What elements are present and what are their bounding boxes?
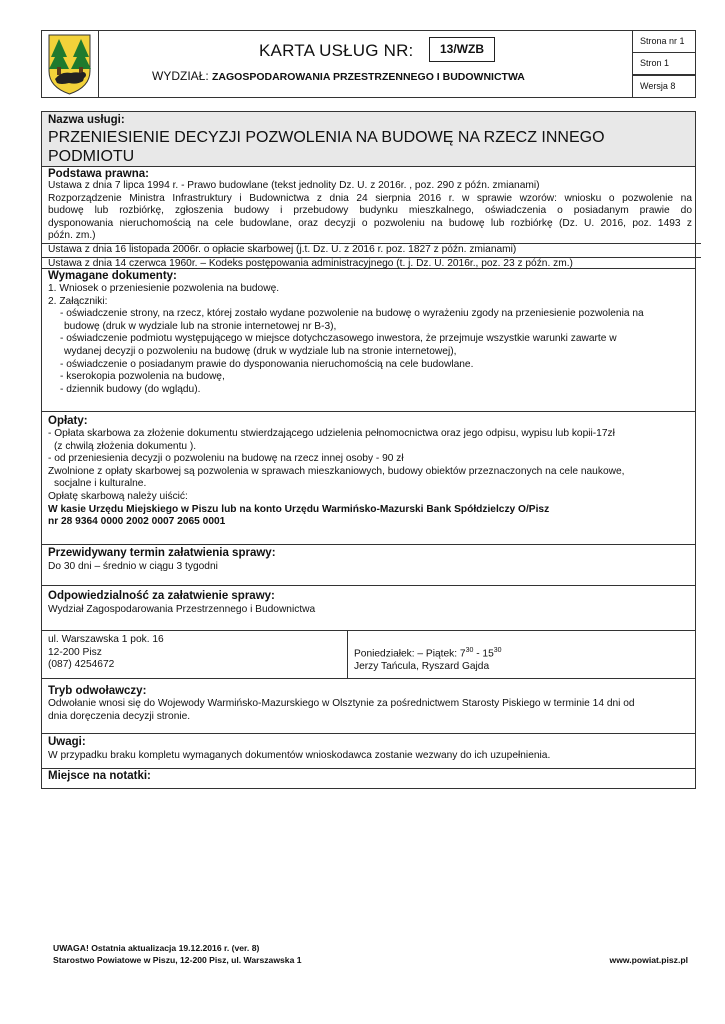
wymagane-label: Wymagane dokumenty: bbox=[48, 270, 177, 282]
stron-count: Stron 1 bbox=[632, 52, 696, 75]
section-termin bbox=[42, 545, 695, 586]
kontakt-divider bbox=[347, 631, 348, 679]
uwagi-label: Uwagi: bbox=[48, 736, 86, 748]
section-nazwa bbox=[42, 112, 695, 167]
kontakt-address bbox=[48, 634, 164, 672]
oplaty-line: Opłatę skarbową należy uiścić: bbox=[48, 490, 188, 502]
hours-sup1: 30 bbox=[465, 647, 474, 654]
logo-cell bbox=[41, 30, 99, 98]
strona-nr: Strona nr 1 bbox=[632, 30, 696, 53]
hours-mid: - 15 bbox=[473, 648, 494, 660]
service-name-line2: PODMIOTU bbox=[48, 148, 135, 165]
footer-website[interactable]: www.powiat.pisz.pl bbox=[609, 955, 688, 965]
service-name bbox=[48, 128, 605, 166]
odpowiedzialnosc-label: Odpowiedzialność za załatwienie sprawy: bbox=[48, 590, 275, 602]
wersja: Wersja 8 bbox=[632, 75, 696, 98]
odpowiedzialnosc-text: Wydział Zagospodarowania Przestrzennego i Budownictwa bbox=[48, 604, 316, 615]
oplaty-bank: W kasie Urzędu Miejskiego w Piszu lub na konto Urzędu Warmińsko-Mazurski Bank Spółdzielczy O/Pisz bbox=[48, 503, 550, 515]
section-podstawa bbox=[42, 167, 695, 269]
section-odpowiedzialnosc bbox=[42, 586, 695, 631]
podstawa-line: późn. zm.) bbox=[48, 230, 96, 242]
podstawa-line: dysponowania nieruchomością na cele budowlane, oraz decyzji o pozwoleniu na budowę lub rozbiórkę (Dz. U. 2016, poz. 1493 z bbox=[48, 217, 692, 229]
section-notatki bbox=[42, 769, 695, 788]
wymagane-line: - oświadczenie strony, na rzecz, której zostało wydane pozwolenie na budowę o wyrażeniu zgody na przeniesienie pozwolenia na bbox=[60, 308, 644, 320]
termin-label: Przewidywany termin załatwienia sprawy: bbox=[48, 547, 276, 559]
address-line2: 12-200 Pisz bbox=[48, 646, 102, 658]
phone: (087) 4254672 bbox=[48, 659, 115, 671]
wydzial-line bbox=[152, 69, 525, 83]
coat-of-arms-logo bbox=[41, 31, 98, 97]
karta-number: 13/WZB bbox=[429, 37, 495, 62]
section-tryb bbox=[42, 679, 695, 734]
tryb-text bbox=[48, 698, 635, 723]
oplaty-line: - od przeniesienia decyzji o pozwoleniu na budowę na rzecz innej osoby - 90 zł bbox=[48, 453, 404, 465]
service-name-line1: PRZENIESIENIE DECYZJI POZWOLENIA NA BUDOWĘ NA RZECZ INNEGO bbox=[48, 129, 605, 146]
oplaty-line: - Opłata skarbowa za złożenie dokumentu stwierdzającego udzielenia pełnomocnictwa oraz jego odpisu, wypisu lub kopii-17zł bbox=[48, 428, 615, 439]
wymagane-line: 2. Załączniki: bbox=[48, 295, 108, 307]
termin-text: Do 30 dni – średnio w ciągu 3 tygodni bbox=[48, 561, 218, 572]
wymagane-line: 1. Wniosek o przeniesienie pozwolenia na budowę. bbox=[48, 283, 280, 294]
oplaty-line: Zwolnione z opłaty skarbowej są pozwolenia w sprawach mieszkaniowych, budowy obiektów przeznaczonych na cele naukowe, bbox=[48, 465, 625, 477]
address-line1: ul. Warszawska 1 pok. 16 bbox=[48, 634, 164, 645]
footer-update: UWAGA! Ostatnia aktualizacja 19.12.2016 r. (ver. 8) bbox=[53, 943, 260, 953]
podstawa-line: Ustawa z dnia 16 listopada 2006r. o opłacie skarbowej (j.t. Dz. U. z 2016 r. poz. 1827 z późn. zmianami) bbox=[42, 243, 701, 257]
wydzial-name: ZAGOSPODAROWANIA PRZESTRZENNEGO I BUDOWNICTWA bbox=[212, 71, 525, 83]
page-info bbox=[632, 30, 696, 98]
section-uwagi bbox=[42, 734, 695, 769]
oplaty-account: nr 28 9364 0000 2002 0007 2065 0001 bbox=[48, 516, 226, 528]
podstawa-text bbox=[48, 180, 692, 270]
kontakt-hours bbox=[354, 645, 502, 674]
section-wymagane bbox=[42, 269, 695, 412]
tryb-line1: Odwołanie wnosi się do Wojewody Warmińsko-Mazurskiego w Olsztynie za pośrednictwem Starosty Piskiego w terminie 14 dni od bbox=[48, 698, 635, 709]
main-table bbox=[41, 111, 696, 789]
contact-persons: Jerzy Tańcula, Ryszard Gajda bbox=[354, 660, 490, 672]
nazwa-label: Nazwa usługi: bbox=[48, 114, 125, 126]
podstawa-line: Rozporządzenie Ministra Infrastruktury i Budownictwa z dnia 24 sierpnia 2016 r. w sprawie wzorów: wniosku o pozwolenie na bbox=[48, 192, 692, 204]
hours-sup2: 30 bbox=[493, 647, 502, 654]
wymagane-line: - oświadczenie podmiotu występującego w miejsce dotychczasowego inwestora, że przejmuje wszystkie warunki zawarte w bbox=[60, 333, 617, 345]
notatki-label: Miejsce na notatki: bbox=[48, 770, 151, 782]
wymagane-text bbox=[48, 283, 692, 396]
tryb-line2: dnia doręczenia decyzji stronie. bbox=[48, 710, 191, 722]
podstawa-label: Podstawa prawna: bbox=[48, 168, 149, 180]
wydzial-prefix: WYDZIAŁ: bbox=[152, 69, 209, 83]
podstawa-line: Ustawa z dnia 14 czerwca 1960r. – Kodeks postępowania administracyjnego (t. j. Dz. U. 2016r., poz. 23 z późn. zm.) bbox=[42, 257, 701, 271]
uwagi-text: W przypadku braku kompletu wymaganych dokumentów wnioskodawca zostanie wezwany do ich uzupełnienia. bbox=[48, 750, 551, 761]
podstawa-line: budowę lub rozbiórkę, zgłoszenia budowy i przebudowy budynku mieszkalnego, oświadczenia o posiadanym prawie do bbox=[48, 205, 692, 217]
wymagane-line: - dziennik budowy (do wglądu). bbox=[60, 383, 201, 395]
wymagane-line: wydanej decyzji o pozwoleniu na budowę (druk w wydziale lub na stronie internetowej), bbox=[64, 345, 457, 357]
oplaty-line: (z chwilą złożenia dokumentu ). bbox=[54, 440, 197, 452]
wymagane-line: - kserokopia pozwolenia na budowę, bbox=[60, 371, 225, 383]
hours-prefix: Poniedziałek: – Piątek: 7 bbox=[354, 648, 466, 660]
oplaty-text bbox=[48, 428, 692, 529]
karta-title: KARTA USŁUG NR: bbox=[259, 41, 414, 60]
office-hours bbox=[354, 645, 502, 661]
tryb-label: Tryb odwoławczy: bbox=[48, 685, 147, 697]
footer-address: Starostwo Powiatowe w Piszu, 12-200 Pisz, ul. Warszawska 1 bbox=[53, 955, 302, 965]
wymagane-line: - oświadczenie o posiadanym prawie do dysponowania nieruchomością na cele budowlane. bbox=[60, 358, 474, 370]
oplaty-label: Opłaty: bbox=[48, 415, 88, 427]
wymagane-line: budowę (druk w wydziale lub na stronie internetowej nr B-3), bbox=[64, 320, 337, 332]
section-kontakt bbox=[42, 631, 695, 679]
oplaty-line: socjalne i kulturalne. bbox=[54, 478, 147, 490]
section-oplaty bbox=[42, 412, 695, 545]
podstawa-line: Ustawa z dnia 7 lipca 1994 r. - Prawo budowlane (tekst jednolity Dz. U. z 2016r. , poz. 290 z późn. zmianami) bbox=[48, 180, 540, 191]
